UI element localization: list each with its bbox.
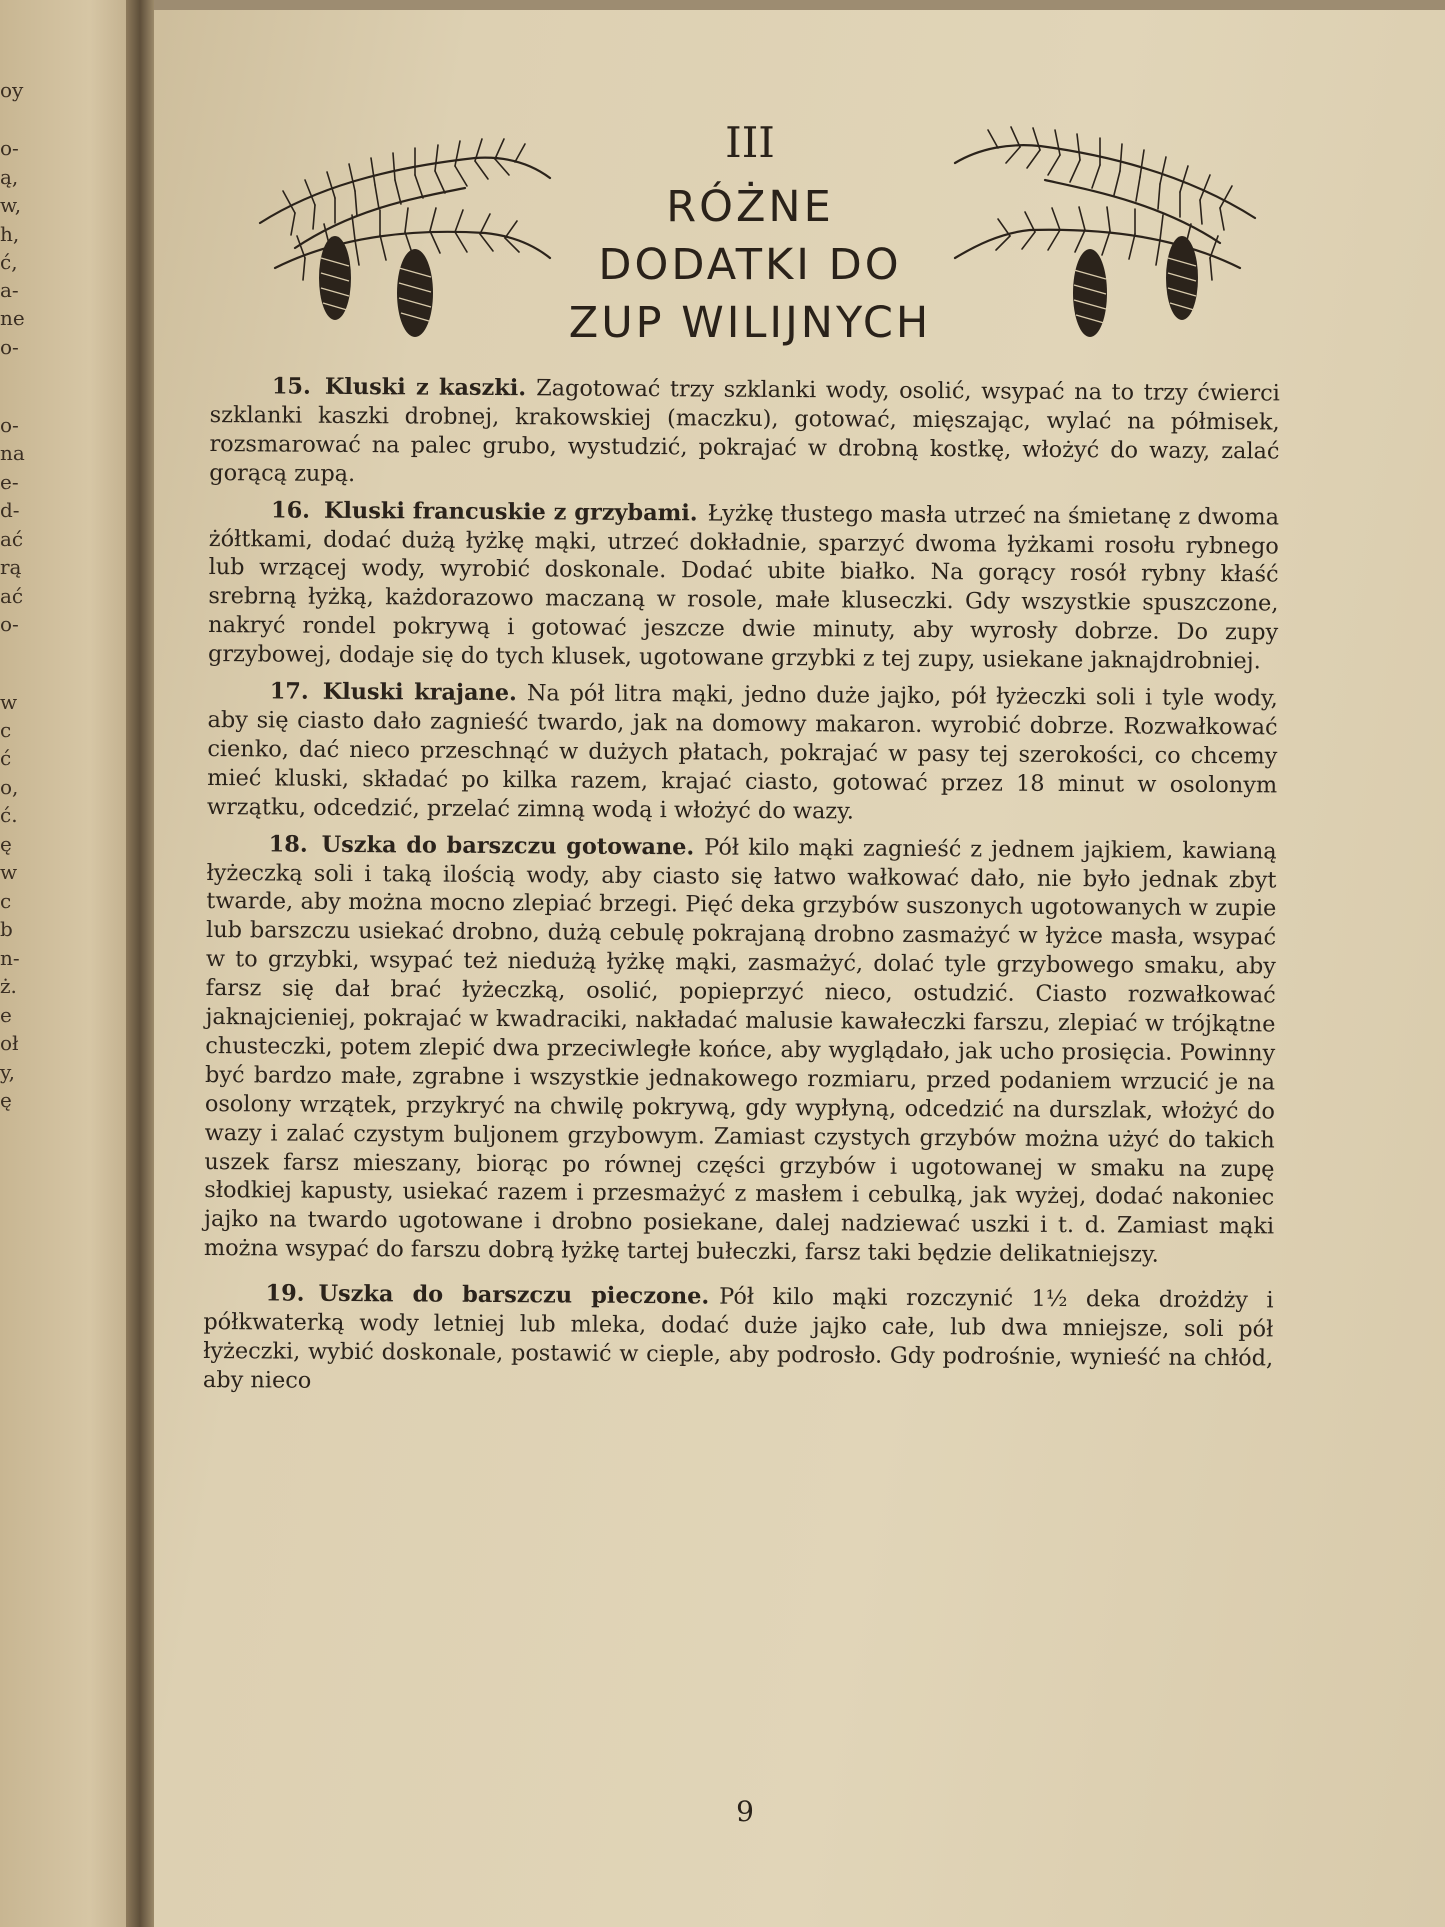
left-page-text-fragment: o-: [0, 612, 19, 636]
recipe-number: 19.: [265, 1280, 305, 1307]
recipe-18: [204, 830, 1277, 1271]
left-page-text-fragment: w,: [0, 193, 22, 217]
recipe-15: [209, 372, 1280, 495]
recipe-16: [208, 496, 1279, 677]
left-page-text-fragment: d-: [0, 498, 20, 522]
recipe-text: Na pół litra mąki, jedno duże jajko, pół łyżeczki soli i tyle wody, aby się ciasto dało zagnieść twardo, jak na domowy makaron. wyrobić dobrze. Rozwałkować cienko, dać nieco przeschnąć w dużych płatach, pokrajać w pasy tej szerokości, co chcemy mieć kluski, składać po kilka razem, krajać ciasto, gotować przez 18 minut w osolonym wrzątku, odcedzić, przelać zimną wodą i włożyć do wazy.: [206, 680, 1278, 825]
left-page-text-fragment: w: [0, 690, 18, 714]
left-page-text-fragment: e-: [0, 470, 19, 494]
chapter-number: III: [725, 118, 775, 167]
left-page-text-fragment: rą: [0, 555, 22, 579]
left-page-text-fragment: ć: [0, 746, 12, 770]
page-number: 9: [736, 1795, 754, 1828]
left-page-text-fragment: c: [0, 889, 12, 913]
left-page-text-fragment: c: [0, 718, 12, 742]
recipe-title: Uszka do barszczu gotowane.: [321, 831, 695, 860]
recipe-title: Kluski francuskie z grzybami.: [323, 497, 698, 527]
left-page-text-fragment: ać: [0, 584, 24, 608]
recipe-number: 17.: [269, 678, 309, 705]
left-page-text-fragment: oy: [0, 78, 24, 102]
pine-branch-ornament-right: [950, 118, 1260, 343]
recipe-19: [203, 1279, 1274, 1402]
chapter-title: [545, 178, 955, 352]
recipe-number: 16.: [270, 497, 311, 524]
left-page-text-fragment: oł: [0, 1031, 19, 1055]
chapter-title-line: ZUP WILIJNYCH: [568, 298, 932, 348]
left-page-text-fragment: n-: [0, 946, 20, 970]
left-page-text-fragment: ą,: [0, 165, 19, 189]
recipe-title: Kluski krajane.: [322, 678, 517, 707]
left-page-text-fragment: ż.: [0, 974, 17, 998]
left-page-text-fragment: o-: [0, 413, 19, 437]
recipe-text: Łyżkę tłustego masła utrzeć na śmietanę z dwoma żółtkami, dodać dużą łyżkę mąki, utrzeć dokładnie, sparzyć dwoma łyżkami rosołu rybnego lub wrzącej wody, wyrobić doskonale. Dodać ubite białko. Na gorący rosół rybny kłaść srebrną łyżką, każdorazowo maczaną w rosole, małe kluseczki. Gdy wszystkie spuszczone, nakryć rondel pokrywą i gotować jeszcze dwie minuty, aby wyrosły dobrze. Do zupy grzybowej, dodaje się do tych klusek, ugotowane grzybki z tej zupy, usiekane jaknajdrobniej.: [207, 500, 1280, 675]
pine-branch-ornament-left: [255, 128, 555, 338]
left-page-text-fragment: o-: [0, 335, 19, 359]
recipe-17: [207, 677, 1278, 829]
left-page-text-fragment: e: [0, 1003, 12, 1027]
chapter-title-line: DODATKI DO: [598, 240, 902, 290]
left-page-text-fragment: ę: [0, 832, 12, 856]
left-page-text-fragment: b: [0, 917, 13, 941]
left-page-text-fragment: h,: [0, 222, 20, 246]
left-page-text-fragment: ać: [0, 527, 24, 551]
chapter-title-line: RÓŻNE: [666, 182, 834, 232]
recipe-title: Kluski z kaszki.: [324, 373, 527, 402]
recipe-text: Pół kilo mąki zagnieść z jednem jajkiem, kawianą łyżeczką soli i taką ilością wody, aby ciasto się łatwo wałkować dało, nie było jednak zbyt twarde, aby można mocno zlepiać brzegi. Pięć deka grzybów suszonych ugotowanych w zupie lub barszczu usiekać drobno, dużą cebulę pokrajaną drobno zasmażyć w łyżce masła, wsypać w to grzybki, wsypać też niedużą łyżkę mąki, zasmażyć, dolać tyle grzybowego smaku, aby farsz się dał brać łyżeczką, osolić, popieprzyć nieco, ostudzić. Ciasto rozwałkować jaknajcieniej, pokrajać w kwadraciki, nakładać malusie kawałeczki farszu, zlepiać w trójkątne chusteczki, potem zlepić dwa przeciwległe końce, aby wyglądało, jak ucho prosięcia. Powinny być bardzo małe, zgrabne i wszystkie jednakowego rozmiaru, przed podaniem wrzucić je na osolony wrzątek, przykryć na chwilę pokrywą, gdy wypłyną, odcedzić na durszlak, włożyć do wazy i zalać czystym buljonem grzybowym. Zamiast czystych grzybów można użyć do takich uszek farsz mieszany, biorąc po równej części grzybów i ugotowanej w smaku na zupę słodkiej kapusty, usiekać razem i przesmażyć z masłem i cebulką, jak wyżej, dodać nakoniec jajko na twardo ugotowane i drobno posiekane, dalej nadziewać uszki i t. d. Zamiast mąki można wsypać do farszu dobrą łyżkę tartej bułeczki, farsz taki będzie delikatniejszy.: [203, 834, 1277, 1268]
recipe-text: Pół kilo mąki rozczynić 1½ deka drożdży i półkwaterką wody letniej lub mleka, dodać duże jajko całe, lub dwa mniejsze, soli pół łyżeczki, wybić doskonale, postawić w cieple, aby podrosło. Gdy podrośnie, wynieść na chłód, aby nieco: [202, 1283, 1274, 1394]
left-page-text-fragment: ne: [0, 306, 25, 330]
recipe-title: Uszka do barszczu pieczone.: [318, 1280, 710, 1310]
recipe-list: [203, 372, 1280, 1410]
left-page-text-fragment: o,: [0, 775, 19, 799]
left-page-text-fragment: a-: [0, 278, 19, 302]
left-page-text-fragment: ć,: [0, 250, 18, 274]
left-page-text-fragment: ę: [0, 1088, 12, 1112]
left-page-text-fragment: na: [0, 441, 25, 465]
recipe-text: Zagotować trzy szklanki wody, osolić, wsypać na to trzy ćwierci szklanki kaszki drobnej, krakowskiej (maczku), gotować, mięszając, wylać na półmisek, rozsmarować na palec grubo, wystudzić, pokrajać w drobną kostkę, włożyć do wazy, zalać gorącą zupą.: [209, 375, 1280, 487]
left-page-text-fragment: o-: [0, 136, 19, 160]
left-page-text-fragment: y,: [0, 1060, 15, 1084]
book-gutter: [126, 0, 154, 1927]
left-page-text-fragment: w: [0, 860, 18, 884]
page-top-edge: [148, 0, 1445, 10]
recipe-number: 18.: [268, 831, 308, 858]
left-page-text-fragment: ć.: [0, 803, 18, 827]
recipe-number: 15.: [271, 373, 311, 400]
